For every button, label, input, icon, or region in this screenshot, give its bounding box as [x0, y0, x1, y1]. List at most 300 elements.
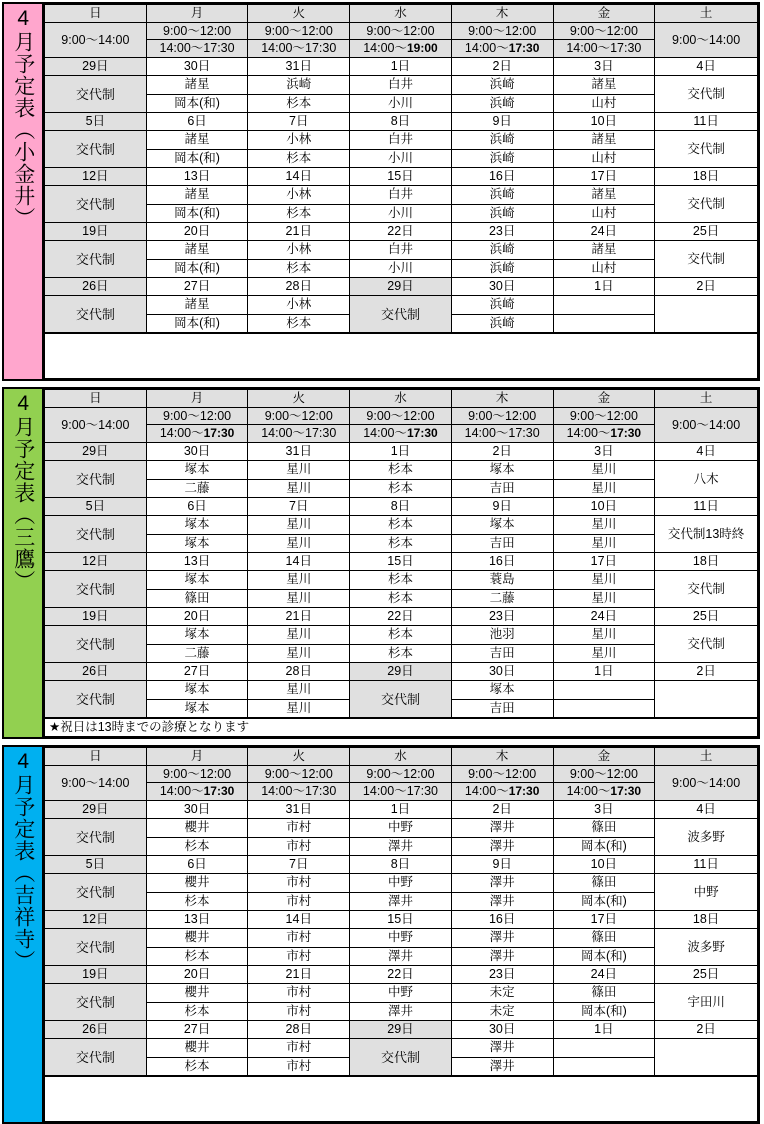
staff-cell-mon: 岡本(和) [146, 314, 248, 333]
dow-header-thu: 木 [451, 5, 553, 23]
date-row [45, 608, 758, 626]
date-cell-sun: 5日 [45, 856, 147, 874]
staff-cell-wed: 杉本 [350, 626, 452, 645]
schedule-grid-kichijoji [44, 747, 758, 1122]
staff-cell-thu: 塚本 [451, 516, 553, 535]
staff-cell-sat: 波多野 [655, 929, 758, 966]
staff-cell-thu: 澤井 [451, 874, 553, 893]
staff-cell-mon: 杉本 [146, 947, 248, 966]
staff-cell-fri: 篠田 [553, 819, 655, 838]
staff-row [45, 644, 758, 663]
staff-cell-mon: 杉本 [146, 1002, 248, 1021]
date-cell-wed: 8日 [350, 856, 452, 874]
staff-cell-sun: 交代制 [45, 296, 147, 333]
staff-cell-tue: 杉本 [248, 204, 350, 223]
staff-cell-sat: 交代制 [655, 131, 758, 168]
date-cell-mon: 6日 [146, 113, 248, 131]
staff-cell-mon: 諸星 [146, 296, 248, 315]
staff-cell-thu: 浜崎 [451, 131, 553, 150]
staff-cell-sun: 交代制 [45, 461, 147, 498]
staff-cell-wed-merged: 交代制 [350, 1039, 452, 1076]
staff-row [45, 571, 758, 590]
hours-mon-pm: 14:00〜17:30 [159, 426, 235, 440]
staff-cell-thu: 澤井 [451, 892, 553, 911]
date-cell-sat: 25日 [655, 966, 758, 984]
staff-cell-thu: 浜崎 [451, 314, 553, 333]
staff-cell-wed: 白井 [350, 131, 452, 150]
staff-cell-tue: 星川 [248, 516, 350, 535]
staff-row [45, 929, 758, 948]
staff-cell-mon: 岡本(和) [146, 259, 248, 278]
staff-cell-wed: 中野 [350, 984, 452, 1003]
staff-cell-sun: 交代制 [45, 241, 147, 278]
date-cell-wed: 1日 [350, 801, 452, 819]
date-cell-mon: 6日 [146, 856, 248, 874]
staff-cell-mon: 櫻井 [146, 1039, 248, 1058]
staff-cell-thu: 澤井 [451, 837, 553, 856]
staff-cell-fri: 篠田 [553, 874, 655, 893]
staff-cell-mon: 塚本 [146, 626, 248, 645]
date-cell-wed: 29日 [350, 1021, 452, 1039]
blank-row [45, 1077, 758, 1122]
staff-cell-fri: 岡本(和) [553, 892, 655, 911]
staff-cell-wed: 杉本 [350, 589, 452, 608]
schedule-footer-kichijoji [44, 1076, 758, 1122]
hours-tue-am: 9:00〜12:00 [248, 23, 349, 40]
dow-header-thu: 木 [451, 390, 553, 408]
staff-cell-sat: 交代制 [655, 241, 758, 278]
date-cell-fri: 3日 [553, 58, 655, 76]
staff-cell-fri: 篠田 [553, 929, 655, 948]
staff-cell-wed: 中野 [350, 929, 452, 948]
hours-wed-am: 9:00〜12:00 [350, 23, 451, 40]
staff-cell-tue: 小林 [248, 131, 350, 150]
staff-row [45, 241, 758, 260]
date-cell-sun: 29日 [45, 801, 147, 819]
staff-row [45, 947, 758, 966]
staff-row [45, 837, 758, 856]
schedule-footer-mitaka [44, 718, 758, 737]
staff-cell-mon: 諸星 [146, 186, 248, 205]
date-cell-fri: 1日 [553, 663, 655, 681]
dow-header-fri: 金 [553, 748, 655, 766]
date-cell-sun: 12日 [45, 911, 147, 929]
date-cell-tue: 31日 [248, 58, 350, 76]
hours-thu-am: 9:00〜12:00 [452, 23, 553, 40]
staff-row [45, 874, 758, 893]
date-cell-sun: 5日 [45, 113, 147, 131]
staff-cell-tue: 市村 [248, 1039, 350, 1058]
dow-header-fri: 金 [553, 390, 655, 408]
date-cell-fri: 24日 [553, 966, 655, 984]
staff-cell-wed: 杉本 [350, 516, 452, 535]
staff-cell-mon: 二藤 [146, 644, 248, 663]
date-cell-fri: 3日 [553, 801, 655, 819]
hours-tue-pm: 14:00〜17:30 [261, 784, 337, 798]
dow-header-mon: 月 [146, 390, 248, 408]
hours-sat: 9:00〜14:00 [655, 766, 758, 801]
hours-wed-pm: 14:00〜17:30 [362, 784, 438, 798]
date-cell-tue: 21日 [248, 966, 350, 984]
staff-cell-fri: 岡本(和) [553, 837, 655, 856]
hours-wed-pm: 14:00〜17:30 [363, 426, 438, 440]
date-cell-sun: 12日 [45, 168, 147, 186]
date-cell-thu: 9日 [451, 498, 553, 516]
dow-header-row [45, 390, 758, 408]
dow-header-row [45, 748, 758, 766]
schedule-grid-mitaka [44, 389, 758, 737]
staff-cell-wed: 小川 [350, 94, 452, 113]
staff-cell-thu: 塚本 [451, 681, 553, 700]
date-cell-tue: 7日 [248, 498, 350, 516]
staff-cell-mon: 杉本 [146, 892, 248, 911]
staff-cell-fri: 山村 [553, 149, 655, 168]
date-cell-fri: 17日 [553, 553, 655, 571]
date-cell-fri: 3日 [553, 443, 655, 461]
hours-mon [146, 766, 248, 801]
staff-cell-tue: 星川 [248, 571, 350, 590]
schedule-footer-koganei [44, 333, 758, 379]
dow-header-fri: 金 [553, 5, 655, 23]
staff-cell-sun: 交代制 [45, 681, 147, 718]
staff-cell-tue: 杉本 [248, 314, 350, 333]
date-cell-wed: 8日 [350, 113, 452, 131]
staff-cell-wed: 澤井 [350, 837, 452, 856]
date-cell-sat: 11日 [655, 856, 758, 874]
date-row [45, 168, 758, 186]
staff-cell-tue: 杉本 [248, 149, 350, 168]
date-cell-tue: 7日 [248, 113, 350, 131]
staff-cell-wed: 白井 [350, 76, 452, 95]
date-cell-tue: 14日 [248, 553, 350, 571]
date-row [45, 966, 758, 984]
staff-cell-tue: 浜崎 [248, 76, 350, 95]
date-cell-thu: 2日 [451, 58, 553, 76]
hours-tue-pm: 14:00〜17:30 [261, 41, 337, 55]
date-cell-mon: 20日 [146, 966, 248, 984]
staff-cell-tue: 市村 [248, 947, 350, 966]
staff-cell-wed: 白井 [350, 241, 452, 260]
staff-row [45, 461, 758, 480]
sidebar-title-text: 4月予定表（吉祥寺） [11, 750, 35, 972]
staff-cell-tue: 星川 [248, 534, 350, 553]
date-cell-sun: 29日 [45, 58, 147, 76]
staff-cell-wed: 杉本 [350, 534, 452, 553]
staff-cell-tue: 市村 [248, 837, 350, 856]
staff-cell-mon: 諸星 [146, 131, 248, 150]
hours-thu-pm: 14:00〜17:30 [464, 41, 540, 55]
staff-cell-tue: 小林 [248, 186, 350, 205]
date-cell-tue: 28日 [248, 1021, 350, 1039]
date-cell-thu: 9日 [451, 113, 553, 131]
schedule-blocks-container [2, 2, 762, 1124]
staff-row [45, 76, 758, 95]
date-cell-thu: 30日 [451, 663, 553, 681]
staff-cell-mon: 塚本 [146, 534, 248, 553]
staff-cell-sun: 交代制 [45, 1039, 147, 1076]
staff-cell-fri: 岡本(和) [553, 947, 655, 966]
date-cell-wed: 1日 [350, 58, 452, 76]
date-cell-sat: 25日 [655, 223, 758, 241]
dow-header-sat: 土 [655, 5, 758, 23]
staff-row [45, 259, 758, 278]
staff-cell-tue: 星川 [248, 461, 350, 480]
staff-cell-fri: 星川 [553, 571, 655, 590]
staff-cell-tue: 杉本 [248, 94, 350, 113]
staff-cell-wed: 澤井 [350, 947, 452, 966]
date-cell-wed: 29日 [350, 278, 452, 296]
staff-cell-sun: 交代制 [45, 984, 147, 1021]
staff-cell-thu: 浜崎 [451, 186, 553, 205]
blank-row [45, 334, 758, 379]
date-cell-fri: 24日 [553, 608, 655, 626]
staff-cell-sun: 交代制 [45, 516, 147, 553]
staff-cell-mon: 岡本(和) [146, 149, 248, 168]
date-row [45, 113, 758, 131]
staff-cell-thu: 浜崎 [451, 296, 553, 315]
date-row [45, 278, 758, 296]
sidebar-title-text: 4月予定表（三鷹） [11, 392, 35, 592]
hours-row [45, 408, 758, 443]
date-cell-wed: 22日 [350, 966, 452, 984]
staff-row [45, 1039, 758, 1058]
staff-cell-thu: 澤井 [451, 819, 553, 838]
staff-cell-thu: 浜崎 [451, 149, 553, 168]
staff-cell-sat [655, 296, 758, 333]
staff-cell-fri: 篠田 [553, 984, 655, 1003]
date-row [45, 911, 758, 929]
staff-cell-thu: 塚本 [451, 461, 553, 480]
staff-row [45, 534, 758, 553]
staff-cell-wed: 白井 [350, 186, 452, 205]
staff-cell-thu: 浜崎 [451, 259, 553, 278]
staff-cell-sat: 波多野 [655, 819, 758, 856]
hours-wed-am: 9:00〜12:00 [350, 408, 451, 425]
hours-fri-am: 9:00〜12:00 [554, 766, 655, 783]
date-cell-sat: 2日 [655, 663, 758, 681]
staff-cell-fri: 星川 [553, 479, 655, 498]
hours-wed [350, 23, 452, 58]
date-cell-fri: 17日 [553, 911, 655, 929]
staff-cell-mon: 塚本 [146, 699, 248, 718]
hours-thu [451, 408, 553, 443]
staff-cell-tue: 市村 [248, 1002, 350, 1021]
hours-mon-am: 9:00〜12:00 [147, 408, 248, 425]
staff-row [45, 626, 758, 645]
staff-row [45, 204, 758, 223]
dow-header-sat: 土 [655, 748, 758, 766]
staff-cell-wed: 澤井 [350, 892, 452, 911]
hours-fri [553, 23, 655, 58]
schedule-table-kichijoji [44, 747, 758, 1076]
date-row [45, 498, 758, 516]
schedule-block-mitaka [2, 387, 760, 739]
date-cell-tue: 31日 [248, 443, 350, 461]
staff-cell-sat [655, 681, 758, 718]
date-row [45, 58, 758, 76]
staff-cell-sat: 八木 [655, 461, 758, 498]
date-cell-sat: 11日 [655, 498, 758, 516]
staff-cell-fri [553, 699, 655, 718]
hours-wed-am: 9:00〜12:00 [350, 766, 451, 783]
hours-wed [350, 766, 452, 801]
staff-cell-sat: 交代制 [655, 186, 758, 223]
date-cell-sat: 2日 [655, 1021, 758, 1039]
hours-thu-pm: 14:00〜17:30 [464, 426, 540, 440]
date-row [45, 553, 758, 571]
hours-fri-am: 9:00〜12:00 [554, 408, 655, 425]
date-cell-fri: 10日 [553, 856, 655, 874]
blank-cell [45, 334, 758, 379]
staff-cell-fri: 岡本(和) [553, 1002, 655, 1021]
date-cell-sun: 26日 [45, 663, 147, 681]
staff-cell-fri: 山村 [553, 94, 655, 113]
date-cell-wed: 22日 [350, 608, 452, 626]
staff-cell-mon: 杉本 [146, 837, 248, 856]
date-cell-thu: 23日 [451, 608, 553, 626]
date-cell-wed: 22日 [350, 223, 452, 241]
staff-cell-thu: 浜崎 [451, 76, 553, 95]
date-cell-tue: 28日 [248, 278, 350, 296]
date-cell-thu: 16日 [451, 168, 553, 186]
date-cell-wed: 15日 [350, 553, 452, 571]
staff-cell-tue: 市村 [248, 1057, 350, 1076]
date-cell-fri: 17日 [553, 168, 655, 186]
staff-cell-sat: 交代制 [655, 76, 758, 113]
staff-row [45, 186, 758, 205]
date-row [45, 663, 758, 681]
date-cell-fri: 1日 [553, 278, 655, 296]
date-cell-tue: 14日 [248, 911, 350, 929]
staff-row [45, 1002, 758, 1021]
hours-row [45, 23, 758, 58]
hours-tue-am: 9:00〜12:00 [248, 766, 349, 783]
staff-cell-tue: 小林 [248, 296, 350, 315]
date-cell-tue: 14日 [248, 168, 350, 186]
dow-header-tue: 火 [248, 748, 350, 766]
date-cell-sun: 26日 [45, 278, 147, 296]
date-cell-mon: 30日 [146, 58, 248, 76]
sidebar-title-mitaka [4, 389, 44, 737]
staff-cell-mon: 櫻井 [146, 984, 248, 1003]
staff-cell-tue: 市村 [248, 929, 350, 948]
date-cell-wed: 1日 [350, 443, 452, 461]
staff-cell-mon: 岡本(和) [146, 94, 248, 113]
dow-header-wed: 水 [350, 748, 452, 766]
staff-cell-mon: 杉本 [146, 1057, 248, 1076]
staff-cell-tue: 小林 [248, 241, 350, 260]
staff-cell-mon: 岡本(和) [146, 204, 248, 223]
date-cell-thu: 16日 [451, 911, 553, 929]
dow-header-wed: 水 [350, 390, 452, 408]
hours-tue [248, 766, 350, 801]
staff-row [45, 479, 758, 498]
staff-cell-sat: 交代制 [655, 626, 758, 663]
hours-mon-am: 9:00〜12:00 [147, 766, 248, 783]
date-cell-sat: 25日 [655, 608, 758, 626]
dow-header-tue: 火 [248, 5, 350, 23]
staff-cell-sun: 交代制 [45, 76, 147, 113]
staff-cell-sat [655, 1039, 758, 1076]
hours-tue-pm: 14:00〜17:30 [261, 426, 337, 440]
hours-sun: 9:00〜14:00 [45, 23, 147, 58]
date-cell-thu: 9日 [451, 856, 553, 874]
staff-cell-sun: 交代制 [45, 819, 147, 856]
staff-cell-sat: 宇田川 [655, 984, 758, 1021]
staff-cell-fri: 星川 [553, 516, 655, 535]
date-cell-tue: 21日 [248, 608, 350, 626]
staff-cell-thu: 澤井 [451, 929, 553, 948]
date-cell-mon: 27日 [146, 1021, 248, 1039]
date-cell-sun: 5日 [45, 498, 147, 516]
staff-cell-wed: 小川 [350, 259, 452, 278]
staff-cell-mon: 塚本 [146, 681, 248, 700]
staff-cell-wed-merged: 交代制 [350, 681, 452, 718]
staff-cell-thu: 浜崎 [451, 94, 553, 113]
staff-cell-fri [553, 1057, 655, 1076]
staff-cell-tue: 市村 [248, 892, 350, 911]
staff-cell-fri [553, 681, 655, 700]
date-cell-mon: 13日 [146, 911, 248, 929]
hours-tue-am: 9:00〜12:00 [248, 408, 349, 425]
date-cell-mon: 27日 [146, 278, 248, 296]
staff-cell-fri: 星川 [553, 626, 655, 645]
note-text: ★祝日は13時までの診療となります [45, 719, 758, 737]
staff-cell-fri: 山村 [553, 259, 655, 278]
staff-cell-tue: 星川 [248, 681, 350, 700]
staff-row [45, 681, 758, 700]
date-cell-sun: 19日 [45, 608, 147, 626]
hours-fri-pm: 14:00〜17:30 [566, 784, 642, 798]
staff-cell-mon: 塚本 [146, 571, 248, 590]
date-cell-tue: 7日 [248, 856, 350, 874]
date-row [45, 1021, 758, 1039]
staff-cell-wed-merged: 交代制 [350, 296, 452, 333]
hours-mon [146, 23, 248, 58]
staff-cell-fri: 星川 [553, 534, 655, 553]
staff-row [45, 131, 758, 150]
schedule-block-kichijoji [2, 745, 760, 1124]
date-cell-fri: 1日 [553, 1021, 655, 1039]
staff-cell-thu: 蓑島 [451, 571, 553, 590]
staff-cell-mon: 諸星 [146, 76, 248, 95]
hours-fri-pm: 14:00〜17:30 [566, 41, 642, 55]
staff-cell-thu: 浜崎 [451, 204, 553, 223]
date-cell-mon: 30日 [146, 443, 248, 461]
staff-row [45, 149, 758, 168]
hours-thu [451, 766, 553, 801]
staff-cell-tue: 市村 [248, 874, 350, 893]
date-cell-mon: 13日 [146, 168, 248, 186]
staff-cell-fri: 諸星 [553, 241, 655, 260]
hours-thu [451, 23, 553, 58]
hours-tue [248, 408, 350, 443]
date-cell-sat: 18日 [655, 168, 758, 186]
staff-cell-thu: 吉田 [451, 479, 553, 498]
dow-header-sun: 日 [45, 748, 147, 766]
staff-cell-thu: 吉田 [451, 534, 553, 553]
dow-header-mon: 月 [146, 748, 248, 766]
dow-header-wed: 水 [350, 5, 452, 23]
dow-header-sat: 土 [655, 390, 758, 408]
date-cell-thu: 23日 [451, 966, 553, 984]
hours-row [45, 766, 758, 801]
staff-cell-wed: 中野 [350, 874, 452, 893]
hours-thu-am: 9:00〜12:00 [452, 408, 553, 425]
date-cell-wed: 15日 [350, 168, 452, 186]
date-cell-sat: 4日 [655, 801, 758, 819]
hours-mon-pm: 14:00〜17:30 [159, 41, 235, 55]
